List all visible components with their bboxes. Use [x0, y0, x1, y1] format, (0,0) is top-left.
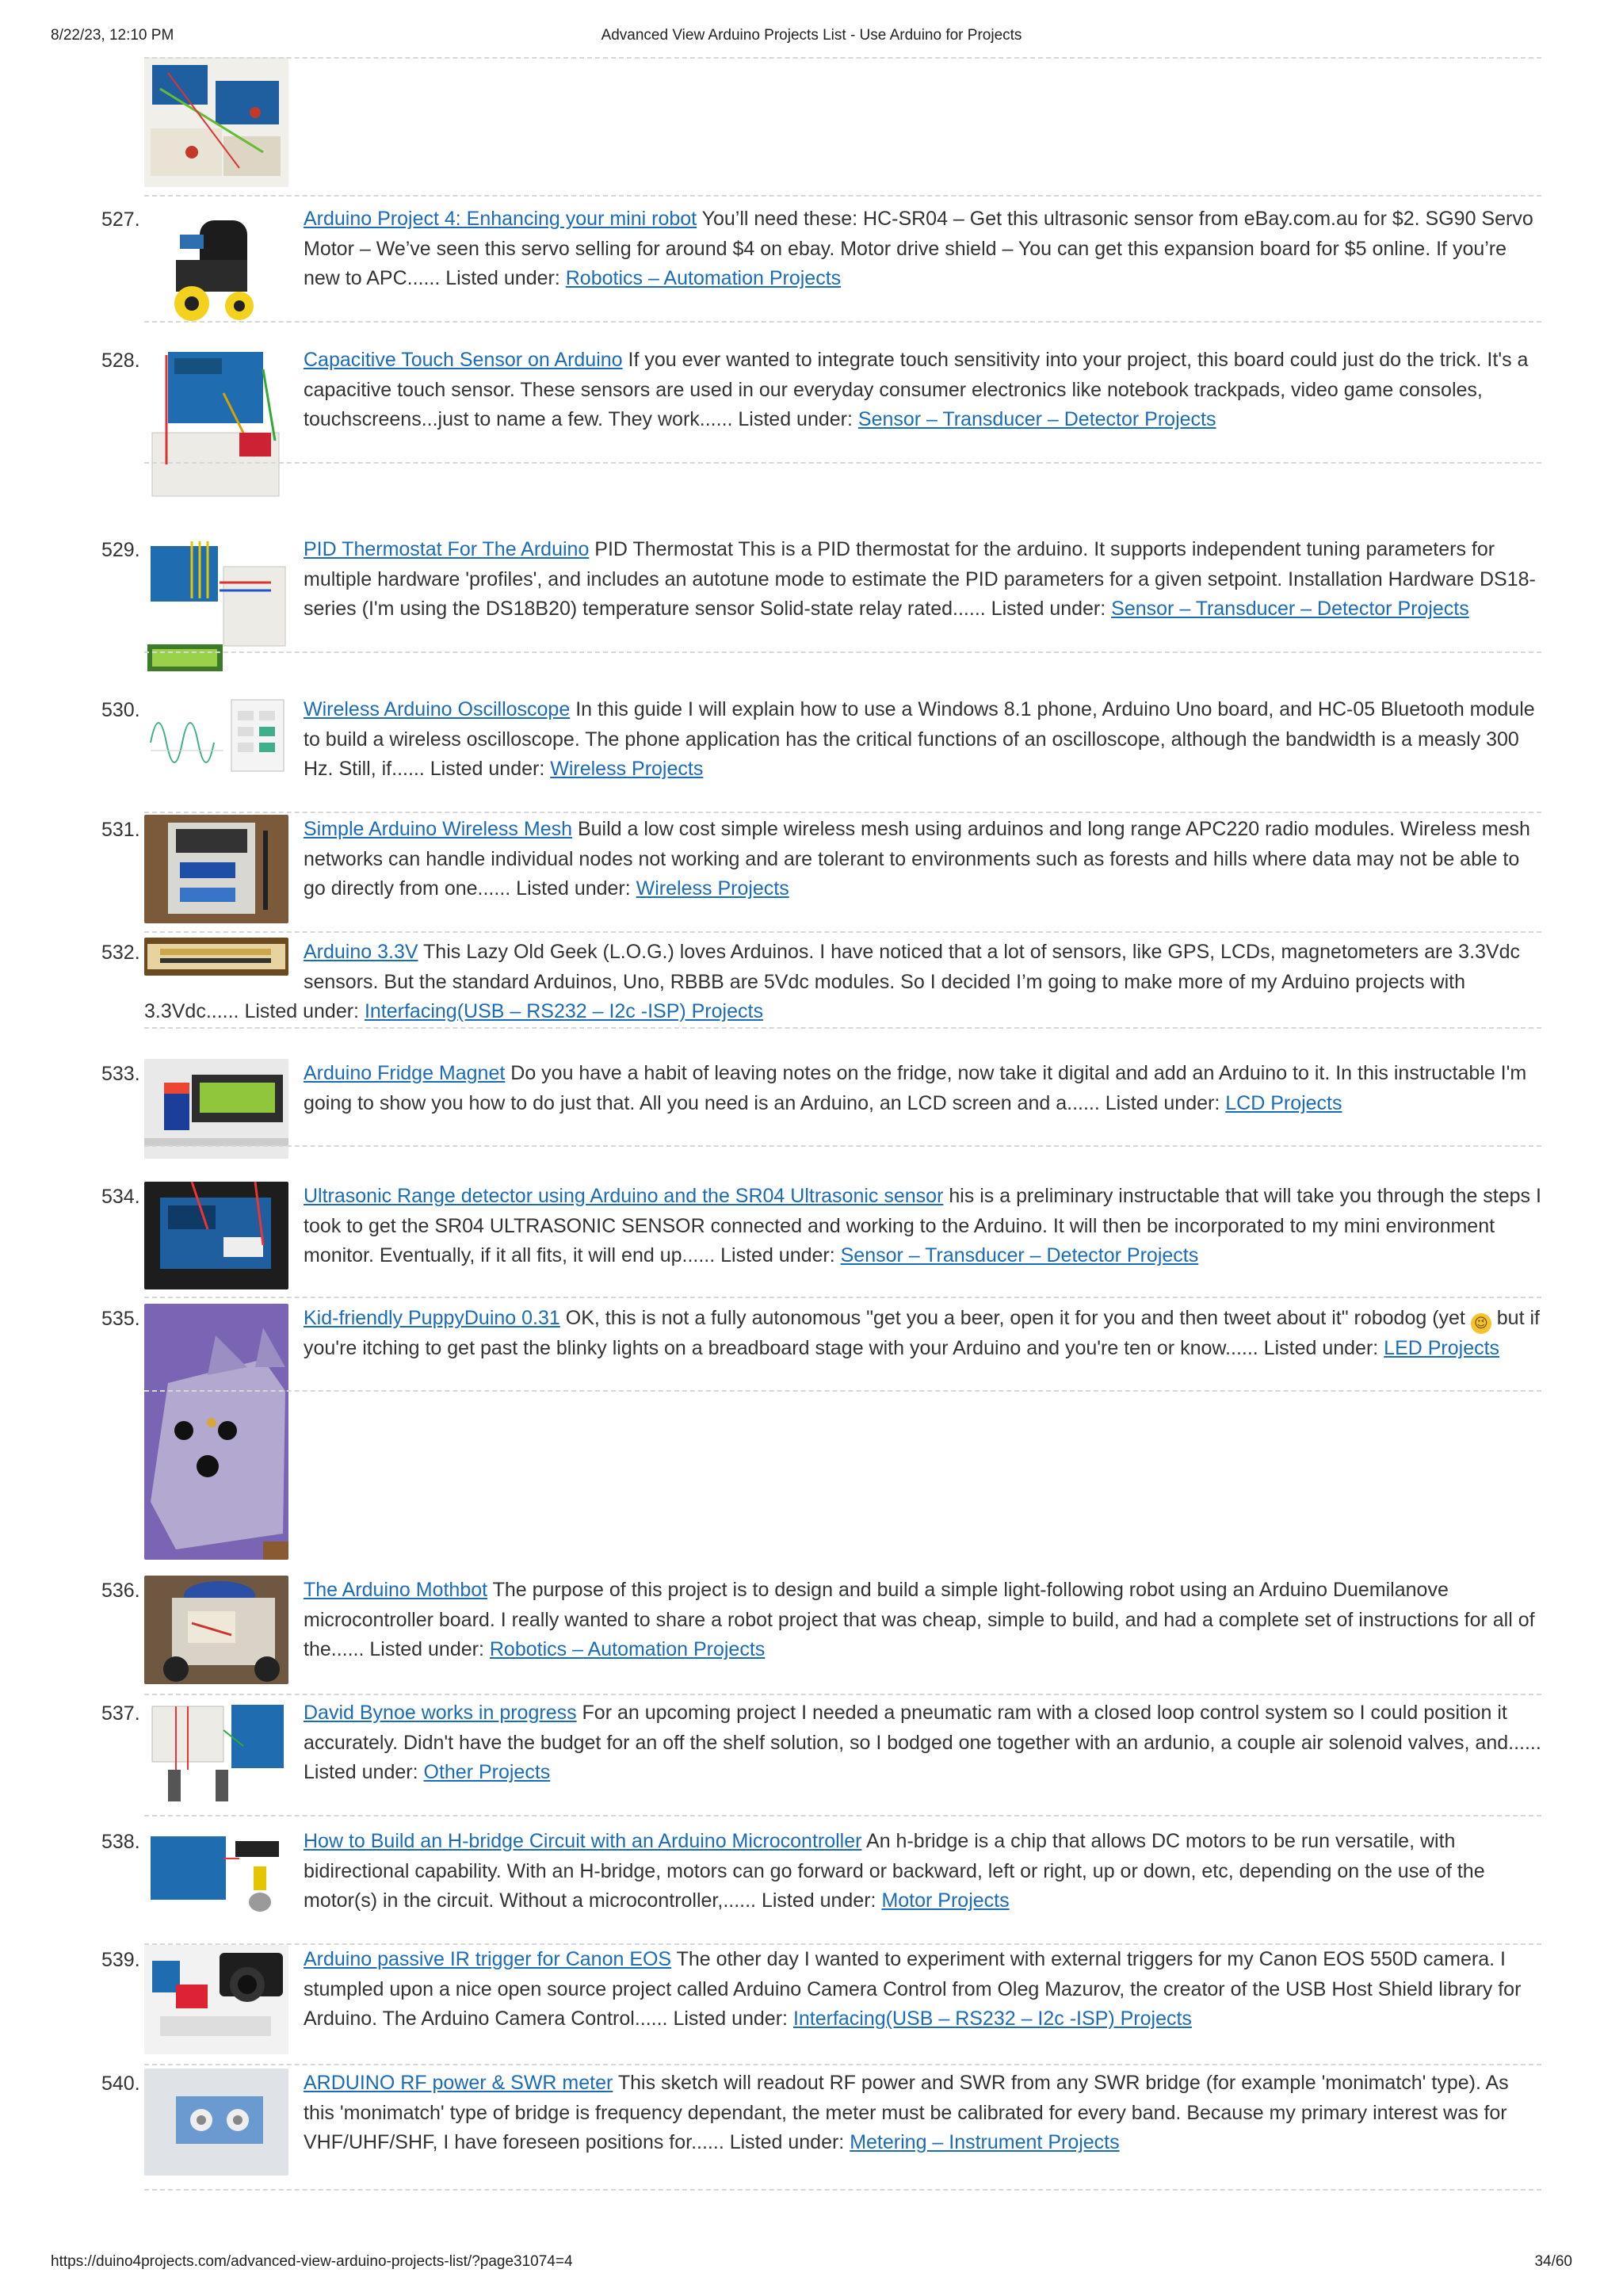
project-thumbnail[interactable]: [144, 815, 288, 923]
project-thumbnail[interactable]: [144, 938, 288, 976]
item-description: [304, 1576, 1541, 1665]
item-description: [304, 1698, 1541, 1788]
divider: [144, 462, 1541, 464]
project-link[interactable]: David Bynoe works in progress: [304, 1702, 577, 1724]
item-summary: For an upcoming project I needed a pneumatic ram with a closed loop control system so I could position it accurately. Didn't have the budget for an off the shelf solution, so I bodged one together with an ardunio, a couple air solenoid valves, and...... Listed under:: [304, 1702, 1541, 1783]
item-summary: OK, this is not a fully autonomous "get you a beer, open it for you and then tweet about it" robodog (yet: [559, 1307, 1471, 1329]
divider: [144, 2064, 1541, 2065]
project-thumbnail[interactable]: [144, 1576, 288, 1684]
item-number: 539.: [101, 1949, 140, 1971]
item-summary: You’ll need these: HC-SR04 – Get this ultrasonic sensor from eBay.com.au for $2. SG90 Servo Motor – We’ve seen this servo selling for around $4 on ebay. Motor drive shield – You can get this expansion board for $5 online. If you’re new to APC...... Listed under:: [304, 208, 1533, 289]
divider: [144, 2189, 1541, 2191]
item-summary: PID Thermostat This is a PID thermostat for the arduino. It supports independent tuning parameters for multiple hardware 'profiles', and includes an autotune mode to estimate the PID parameters for a given setpoint. Installation Hardware DS18-series (I'm using the DS18B20) temperature sensor Solid-state relay rated...... Listed under:: [304, 538, 1536, 620]
project-link[interactable]: How to Build an H-bridge Circuit with an Arduino Microcontroller: [304, 1830, 862, 1852]
item-summary: his is a preliminary instructable that will take you through the steps I took to get the SR04 ULTRASONIC SENSOR connected and working to the Arduino. It will then be incorporated to my mini environment monitor. Eventually, if it all fits, it will end up...... Listed under:: [304, 1185, 1541, 1266]
category-link[interactable]: Sensor – Transducer – Detector Projects: [1111, 598, 1469, 620]
item-summary: This Lazy Old Geek (L.O.G.) loves Arduinos. I have noticed that a lot of sensors, like GPS, LCDs, magnetometers are 3.3Vdc sensors. But the standard Arduinos, Uno, RBBB are 5Vdc modules. So I decided I’m going to make more of my Arduino projects with: [304, 941, 1521, 993]
project-link[interactable]: Arduino passive IR trigger for Canon EOS: [304, 1948, 672, 1970]
divider: [144, 812, 1541, 813]
item-summary: but if you're itching to get past the blinky lights on a breadboard stage with your Arduino and you're ten or know...... Listed under:: [304, 1307, 1540, 1359]
wink-emoji-icon: 😉: [1471, 1313, 1491, 1334]
category-link[interactable]: Wireless Projects: [636, 877, 789, 900]
project-link[interactable]: Arduino 3.3V: [304, 941, 418, 963]
divider: [144, 651, 1541, 653]
project-link[interactable]: Simple Arduino Wireless Mesh: [304, 818, 573, 840]
category-link[interactable]: LED Projects: [1384, 1337, 1500, 1359]
category-link[interactable]: Other Projects: [423, 1761, 551, 1783]
project-thumbnail[interactable]: [144, 346, 288, 510]
project-link[interactable]: Wireless Arduino Oscilloscope: [304, 698, 571, 720]
item-description-continued: [144, 997, 1541, 1027]
item-number: 537.: [101, 1702, 140, 1725]
item-summary: If you ever wanted to integrate touch sensitivity into your project, this board could just do the trick. It's a capacitive touch sensor. These sensors are used in our everyday consumer electronics like notebook trackpads, video game consoles, touchscreens...just to name a few. They work...... Listed under:: [304, 349, 1529, 430]
item-summary: Build a low cost simple wireless mesh using arduinos and long range APC220 radio modules. Wireless mesh networks can handle individual nodes not working and are tolerant to environments such as forests and hills where data may not be able to go directly from one...... Listed under:: [304, 818, 1530, 900]
project-link[interactable]: Capacitive Touch Sensor on Arduino: [304, 349, 623, 371]
divider: [144, 57, 1541, 59]
divider: [144, 321, 1541, 323]
item-number: 528.: [101, 350, 140, 372]
item-summary: 3.3Vdc...... Listed under:: [144, 1000, 365, 1022]
divider: [144, 1390, 1541, 1392]
project-thumbnail[interactable]: [144, 1304, 288, 1560]
project-link[interactable]: Arduino Project 4: Enhancing your mini robot: [304, 208, 697, 230]
category-link[interactable]: Robotics – Automation Projects: [489, 1638, 766, 1660]
item-description: [304, 815, 1541, 904]
divider: [144, 1297, 1541, 1298]
item-description: [304, 1945, 1541, 2034]
project-link[interactable]: Arduino Fridge Magnet: [304, 1062, 506, 1084]
category-link[interactable]: Motor Projects: [881, 1889, 1010, 1912]
category-link[interactable]: Interfacing(USB – RS232 – I2c -ISP) Projects: [364, 1000, 763, 1022]
item-description: [304, 938, 1541, 997]
project-thumbnail[interactable]: [144, 535, 288, 676]
project-thumbnail[interactable]: [144, 204, 288, 328]
item-description: [304, 1827, 1541, 1916]
item-summary: Do you have a habit of leaving notes on the fridge, now take it digital and add an Arduino to it. In this instructable I'm going to show you how to do just that. All you need is an Arduino, an LCD screen and a...... Listed under:: [304, 1062, 1527, 1114]
print-datetime: 8/22/23, 12:10 PM: [51, 27, 174, 44]
project-link[interactable]: PID Thermostat For The Arduino: [304, 538, 590, 560]
category-link[interactable]: Wireless Projects: [550, 758, 704, 780]
project-link[interactable]: ARDUINO RF power & SWR meter: [304, 2072, 613, 2094]
item-description: [304, 1182, 1541, 1271]
item-description: [304, 1059, 1541, 1118]
project-thumbnail[interactable]: [144, 1059, 288, 1159]
project-thumbnail[interactable]: [144, 1698, 288, 1813]
page-title: Advanced View Arduino Projects List - Use Arduino for Projects: [601, 27, 1022, 44]
item-summary: The purpose of this project is to design and build a simple light-following robot using an Arduino Duemilanove microcontroller board. I really wanted to share a robot project that was cheap, simple to build, and had a complete set of instructions for all of the...... Listed under:: [304, 1579, 1535, 1660]
page-number: 34/60: [1534, 2253, 1572, 2270]
item-number: 540.: [101, 2073, 140, 2095]
item-description: [304, 346, 1541, 435]
item-summary: The other day I wanted to experiment with external triggers for my Canon EOS 550D camera. I stumpled upon a nice open source project called Arduino Camera Control from Oleg Mazurov, the creator of the USB Host Shield library for Arduino. The Arduino Camera Control...... Listed under:: [304, 1948, 1522, 2030]
item-number: 534.: [101, 1186, 140, 1208]
category-link[interactable]: Robotics – Automation Projects: [565, 267, 842, 289]
item-summary: An h-bridge is a chip that allows DC motors to be run versatile, with bidirectional capability. With an H-bridge, motors can go forward or backward, left or right, up or down, etc, depending on the use of the motor(s) in the circuit. Without a microcontroller,...... Listed under:: [304, 1830, 1485, 1912]
item-description: [304, 204, 1541, 294]
project-thumbnail[interactable]: [144, 1182, 288, 1289]
item-number: 533.: [101, 1063, 140, 1085]
divider: [144, 931, 1541, 933]
item-summary: This sketch will readout RF power and SWR from any SWR bridge (for example 'monimatch' type). As this 'monimatch' type of bridge is frequency dependant, the meter must be calibrated for every band. Because my primary interest was for VHF/UHF/SHF, I have foreseen positions for...... Listed under:: [304, 2072, 1509, 2153]
category-link[interactable]: Sensor – Transducer – Detector Projects: [840, 1244, 1199, 1266]
category-link[interactable]: Sensor – Transducer – Detector Projects: [857, 408, 1216, 430]
item-number: 527.: [101, 208, 140, 231]
item-description: [304, 2069, 1541, 2158]
project-thumbnail[interactable]: [144, 2069, 288, 2176]
project-thumbnail[interactable]: [144, 57, 288, 187]
item-description: [304, 695, 1541, 785]
project-thumbnail[interactable]: [144, 695, 288, 776]
divider: [144, 1145, 1541, 1147]
item-summary: In this guide I will explain how to use a Windows 8.1 phone, Arduino Uno board, and HC-05 Bluetooth module to build a wireless oscilloscope. The phone application has the critical functions of an oscilloscope, although the bandwidth is a measly 300 Hz. Still, if...... Listed under:: [304, 698, 1535, 780]
item-description: [304, 1304, 1541, 1364]
item-description: [304, 535, 1541, 625]
item-number: 535.: [101, 1308, 140, 1330]
print-url: https://duino4projects.com/advanced-view-arduino-projects-list/?page31074=4: [51, 2253, 573, 2270]
item-number: 529.: [101, 539, 140, 561]
project-link[interactable]: Kid-friendly PuppyDuino 0.31: [304, 1307, 560, 1329]
divider: [144, 195, 1541, 197]
item-number: 531.: [101, 819, 140, 841]
item-number: 538.: [101, 1831, 140, 1853]
category-link[interactable]: LCD Projects: [1225, 1091, 1342, 1114]
category-link[interactable]: Interfacing(USB – RS232 – I2c -ISP) Projects: [792, 2008, 1192, 2030]
divider: [144, 1694, 1541, 1695]
item-number: 532.: [101, 942, 140, 964]
category-link[interactable]: Metering – Instrument Projects: [850, 2131, 1120, 2153]
project-thumbnail[interactable]: [144, 1945, 288, 2054]
divider: [144, 1815, 1541, 1817]
project-thumbnail[interactable]: [144, 1827, 288, 1916]
item-number: 536.: [101, 1580, 140, 1602]
item-number: 530.: [101, 699, 140, 721]
project-link[interactable]: The Arduino Mothbot: [304, 1579, 488, 1601]
divider: [144, 1027, 1541, 1029]
project-link[interactable]: Ultrasonic Range detector using Arduino and the SR04 Ultrasonic sensor: [304, 1185, 944, 1207]
